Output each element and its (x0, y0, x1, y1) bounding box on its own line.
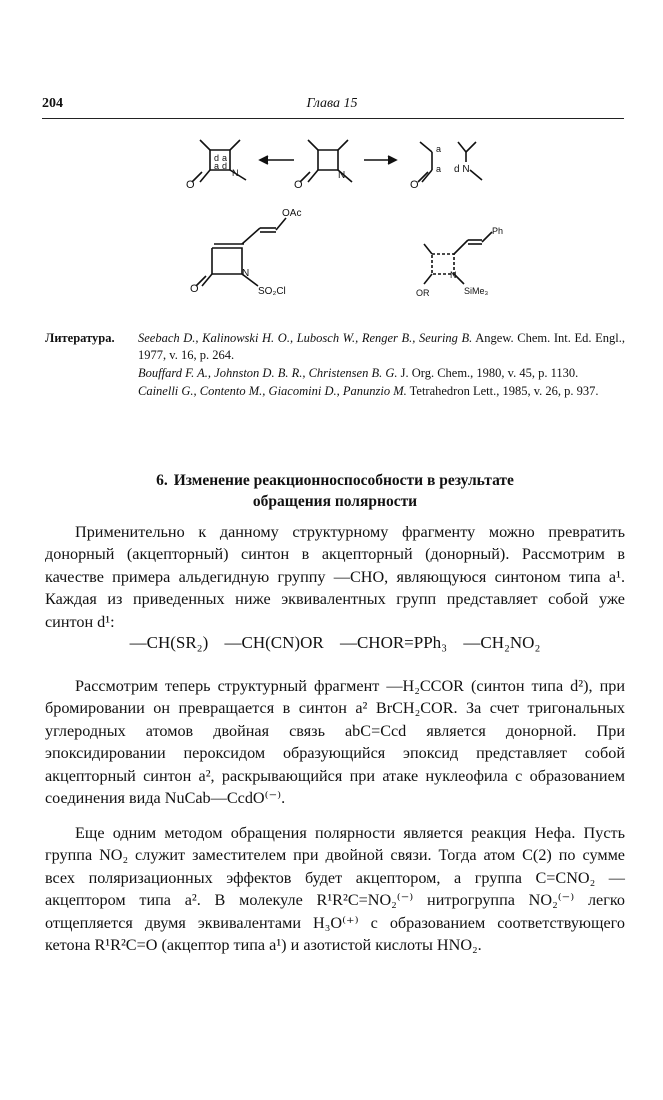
lactam-center (294, 140, 352, 191)
label-d1: d (214, 153, 220, 163)
page-number: 204 (42, 96, 63, 111)
label-n1: N (232, 168, 239, 178)
lactam-oac (190, 208, 301, 297)
label-o3: O (410, 179, 419, 191)
label-a3: a (436, 144, 442, 154)
lactam-synthon-labeled (186, 140, 246, 191)
paragraph-2 (45, 675, 625, 809)
label-a1: a (222, 153, 228, 163)
label-d2: d (222, 161, 228, 171)
literature-label: Литература. (45, 331, 115, 345)
lactam-silyl (416, 226, 503, 298)
label-so2cl: SO₂Cl (258, 286, 286, 297)
label-n2: N (338, 170, 346, 181)
reference-source: J. Org. Chem., 1980, v. 45, p. 1130. (397, 366, 579, 380)
arrow-left (260, 156, 294, 164)
formula-item: —CHOR=PPh₃ (339, 633, 448, 652)
reference-authors: Bouffard F. A., Johnston D. B. R., Christensen B. G. (138, 366, 398, 380)
label-n4: N (450, 270, 457, 280)
section-title-line2: обращения полярности (252, 493, 418, 510)
synthon-fragments (410, 142, 482, 191)
label-dn: d N (454, 164, 470, 175)
reference-1 (138, 330, 625, 364)
label-o1: O (186, 179, 195, 191)
reference-source: Tetrahedron Lett., 1985, v. 26, p. 937. (406, 384, 599, 398)
label-oac: OAc (282, 208, 302, 219)
arrow-right (364, 156, 396, 164)
label-n3: N (242, 268, 250, 279)
reference-2 (138, 365, 625, 382)
paragraph-3-text: Еще одним методом обращения полярности является реакция Нефа. Пусть группа NO₂ служит заместителем при двойной связи. Тогда атом C(2) по сумме всех поляризационных эффектов будет акцептором, а группа C=CNO₂ — акцептором типа a². В молекуле R¹R²C=NO₂⁽⁻⁾ нитрогруппа NO₂⁽⁻⁾ легко отщепляется двумя эквивалентами H₃O⁽⁺⁾ с образованием соответствующего кетона R¹R²C=O (акцептор типа a¹) и азотистой кислоты HNO₂. (45, 824, 625, 955)
label-sime3: SiMe₃ (464, 286, 489, 296)
header-rule (42, 118, 624, 119)
reference-authors: Cainelli G., Contento M., Giacomini D., Panunzio M. (138, 384, 407, 398)
label-o2: O (294, 179, 303, 191)
equivalent-groups-formula (45, 633, 625, 653)
paragraph-1 (45, 521, 625, 633)
running-head: Глава 15 (306, 96, 358, 111)
label-ph: Ph (492, 226, 504, 236)
label-o4: O (190, 283, 199, 295)
section-title-line1: Изменение реакционноспособности в результате (173, 472, 514, 489)
paragraph-2-text: Рассмотрим теперь структурный фрагмент —H₂CCOR (синтон типа d²), при бромировании он превращается в синтон a² BrCH₂COR. За счет тригональных углеродных атомов двойная связь abC=Ccd является донорной. При эпоксидировании пероксидом образующийся эпоксид представляет собой акцепторный синтон a², раскрывающийся при атаке нуклеофила с образованием соединения вида NuCab—CcdO⁽⁻⁾. (45, 677, 625, 808)
label-a2: a (214, 161, 220, 171)
reference-source: Angew. Chem. Int. Ed. Engl., 1977, v. 16, p. 264. (138, 331, 625, 362)
paragraph-1-text: Применительно к данному структурному фрагменту можно превратить донорный (акцепторный) синтон в акцепторный (донорный). Рассмотрим в качестве примера альдегидную группу —CHO, являющуюся синтоном типа a¹. Каждая из приведенных ниже эквивалентных групп представляет собой уже синтон d¹: (45, 523, 625, 631)
page-header (42, 96, 622, 118)
reference-authors: Seebach D., Kalinowski H. O., Lubosch W., Renger B., Seuring B. (138, 331, 473, 345)
formula-item: —CH(SR₂) (129, 633, 209, 652)
literature-list (138, 330, 625, 401)
label-a4: a (436, 164, 442, 174)
reference-3 (138, 383, 625, 400)
section-heading (92, 470, 578, 512)
formula-item: —CH(CN)OR (224, 633, 324, 652)
paragraph-3 (45, 822, 625, 956)
section-number: 6. (156, 472, 168, 489)
label-or: OR (416, 288, 430, 298)
reaction-schemes (170, 128, 510, 318)
formula-item: —CH₂NO₂ (463, 633, 541, 652)
